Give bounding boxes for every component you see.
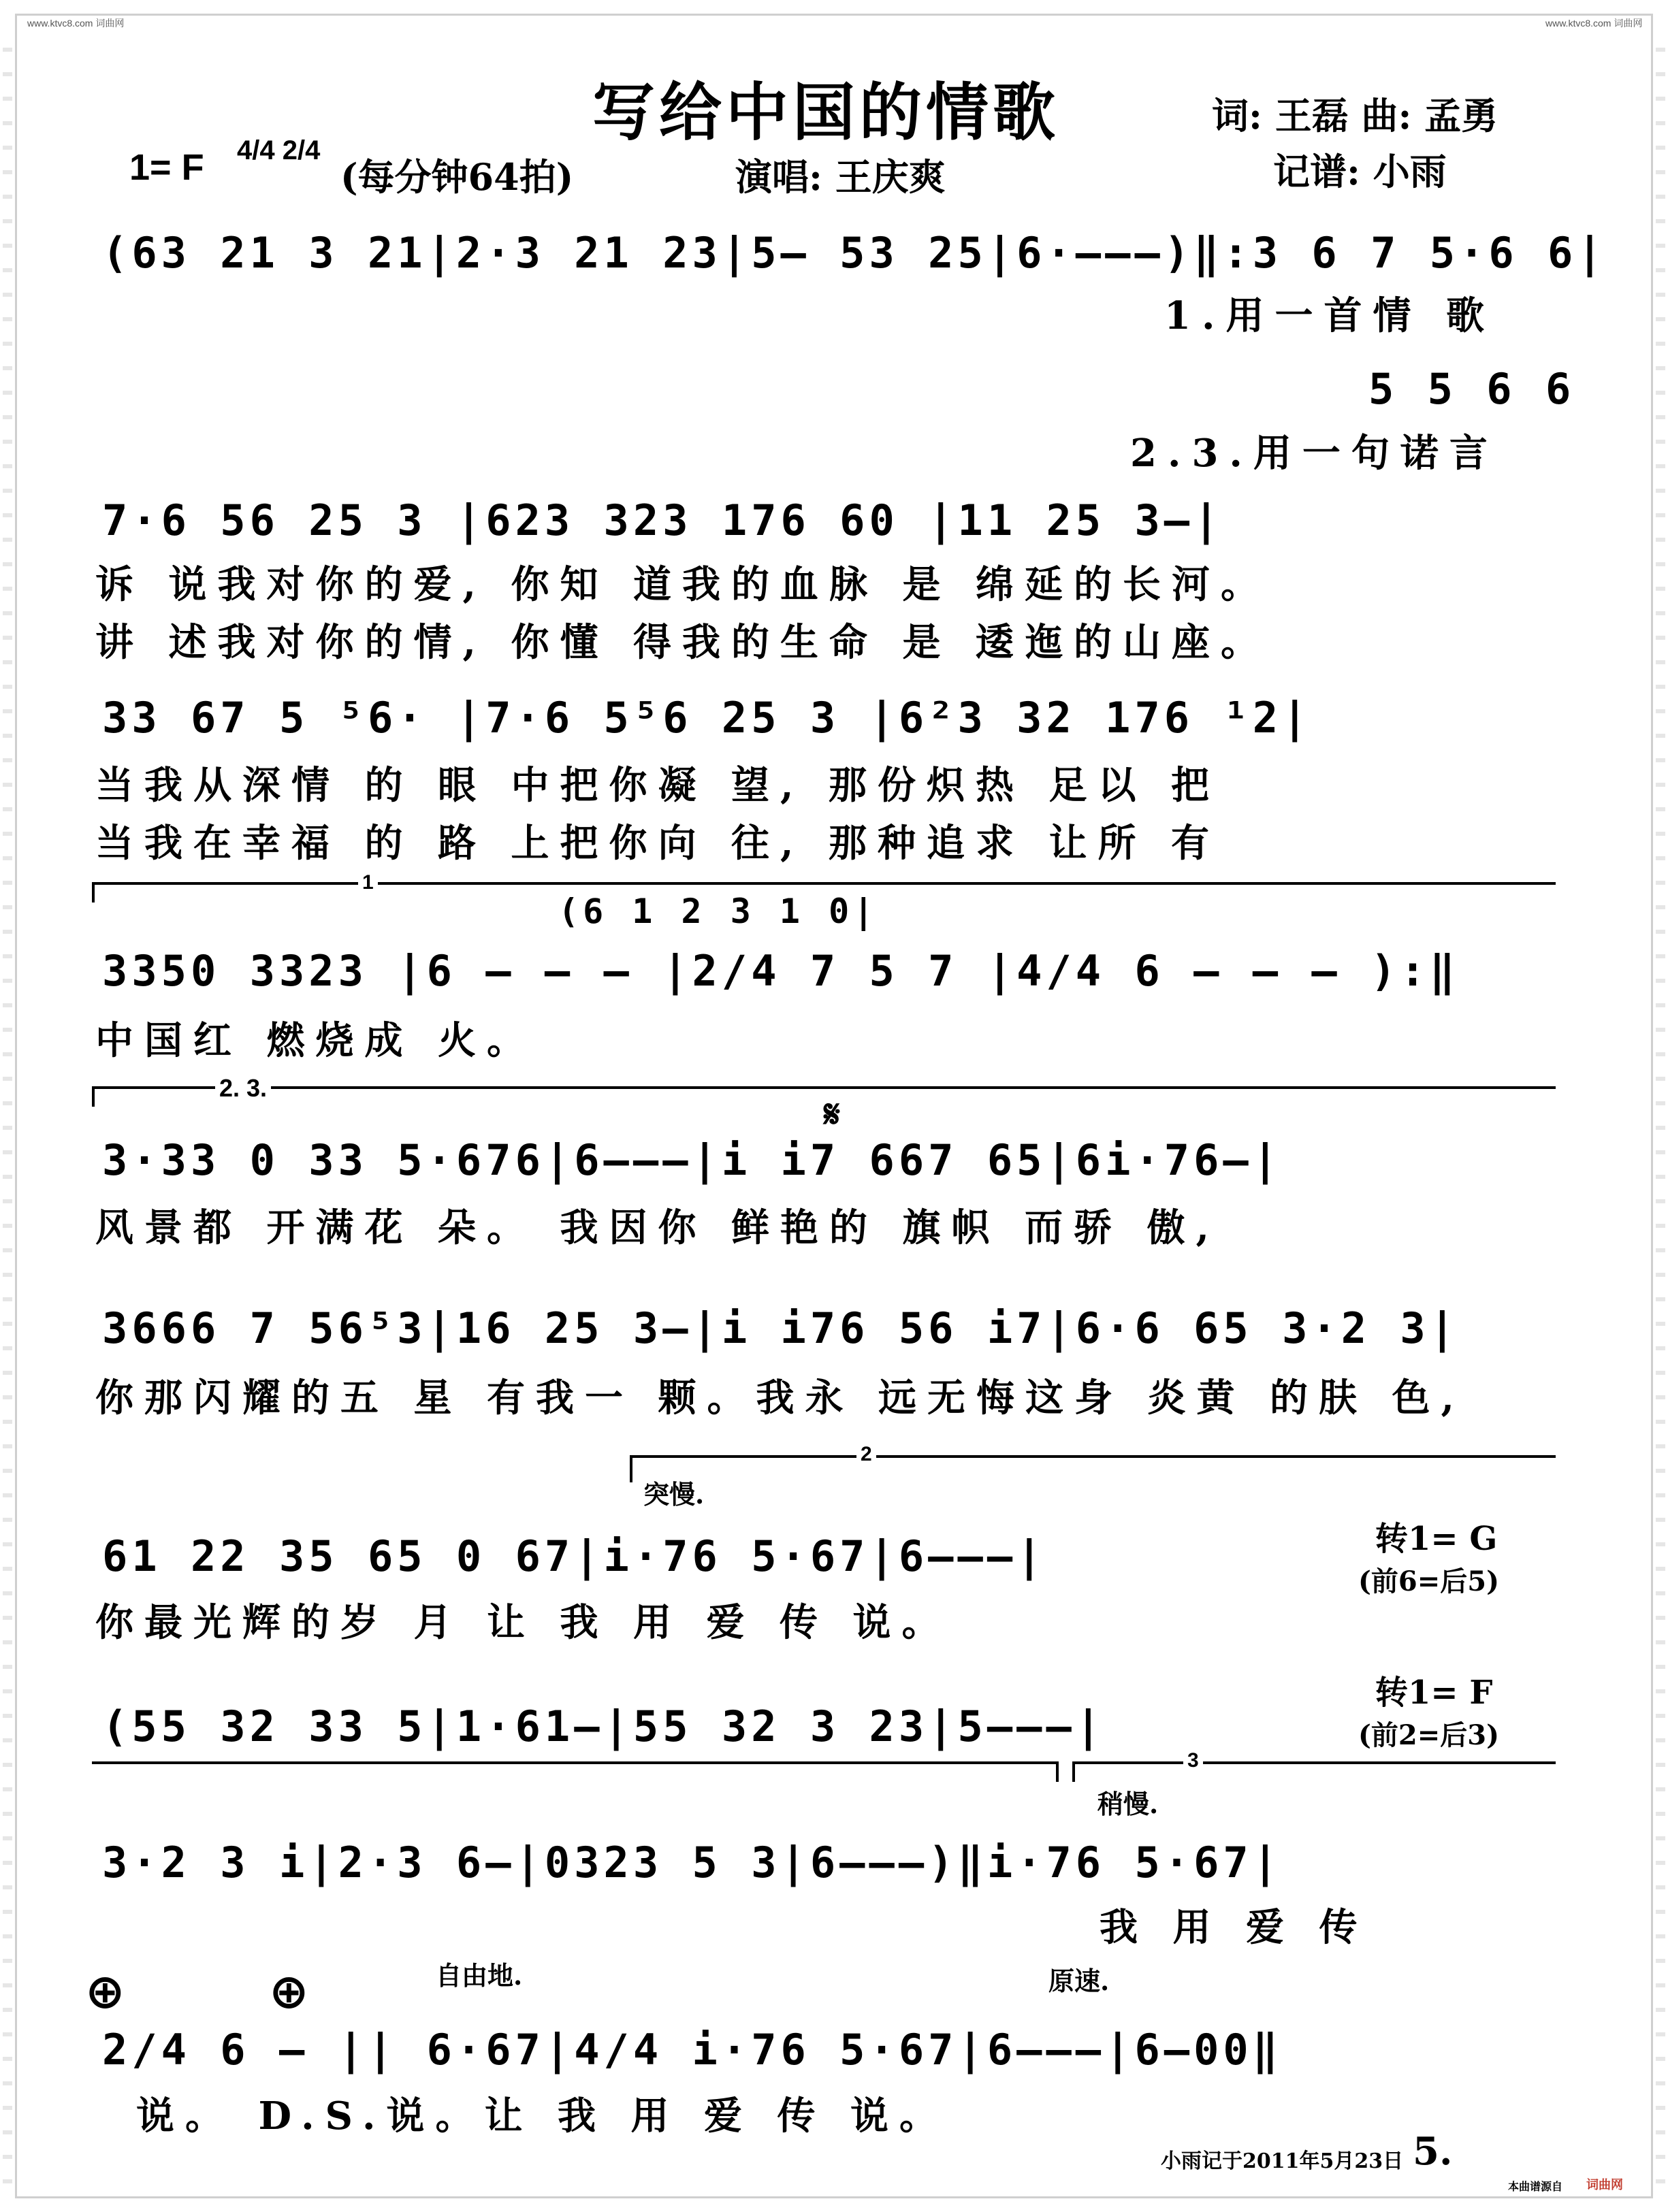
page-number: 5. <box>1413 2129 1453 2174</box>
top-left-watermark: www.ktvc8.com 词曲网 <box>27 18 125 29</box>
coda-icon-2: ⊕ <box>269 1964 309 2019</box>
volta-23-bracket <box>92 1086 1556 1089</box>
tempo-slightly-slow: 稍慢. <box>1097 1789 1159 1819</box>
coda-icon-1: ⊕ <box>85 1964 125 2019</box>
source-left: 本曲谱源自 <box>1508 2181 1563 2193</box>
music-line-9: (55 32 33 5|1·61–|55 32 3 23|5–––| <box>102 1702 1106 1751</box>
volta-3-number: 3 <box>1183 1749 1203 1772</box>
transcription-signature: 小雨记于2011年5月23日 <box>1161 2149 1404 2173</box>
tempo-original: 原速. <box>1048 1966 1110 1996</box>
source-right-logo: 词曲网 <box>1586 2178 1623 2192</box>
modulation-g-note: (前6=后5) <box>1358 1565 1500 1597</box>
volta-end-tick <box>1056 1761 1059 1782</box>
lyric-line-4b: 当我在幸福 的 路 上把你向 往, 那种追求 让所 有 <box>95 821 1220 866</box>
transcriber-credit: 记谱: 小雨 <box>1273 150 1447 193</box>
lyric-line-2: 2.3.用一句诺言 <box>1130 431 1498 476</box>
music-line-8: 61 22 35 65 0 67|i·76 5·67|6–––| <box>102 1531 1046 1581</box>
lyric-line-10: 我 用 爱 传 <box>1100 1905 1368 1950</box>
music-line-1: (63 21 3 21|2·3 21 23|5– 53 25|6·–––)‖:3 6 7 5·6 6| <box>102 228 1607 278</box>
volta-1-number: 1 <box>358 871 378 894</box>
tempo-marking: (每分钟64拍) <box>340 155 574 199</box>
lyric-line-11: 说。 D.S.说。让 我 用 爱 传 说。 <box>136 2094 948 2138</box>
volta-23-number: 2. 3. <box>215 1074 271 1103</box>
volta-2-number: 2 <box>856 1443 876 1466</box>
volta-23-tick <box>92 1086 95 1107</box>
lyric-line-1: 1.用一首情 歌 <box>1164 293 1495 338</box>
segno-icon: 𝄋 <box>824 1092 841 1137</box>
time-signature <box>237 136 320 165</box>
volta-1-tick <box>92 882 95 902</box>
tempo-free: 自由地. <box>436 1960 523 1991</box>
volta-2-tick <box>630 1455 632 1482</box>
volta-end-bracket <box>92 1761 1059 1764</box>
page-title: 写给中国的情歌 <box>592 76 1060 149</box>
music-line-4: 33 67 5 ⁵6· |7·6 5⁵6 25 3 |6²3 32 176 ¹2| <box>102 693 1312 743</box>
credit-lyrics-music: 词: 王磊 曲: 孟勇 <box>1212 94 1498 137</box>
lyric-line-3a: 诉 说我对你的爱, 你知 道我的血脉 是 绵延的长河。 <box>95 562 1270 607</box>
volta-3-bracket <box>1072 1761 1556 1764</box>
right-border-pattern <box>1656 27 1665 2192</box>
music-line-7: 3666 7 56⁵3|16 25 3–|i i76 56 i7|6·6 65 3·2 3| <box>102 1303 1460 1353</box>
music-line-2: 5 5 6 6 <box>1368 364 1575 414</box>
music-line-11: 2/4 6 – || 6·67|4/4 i·76 5·67|6–––|6–00‖ <box>102 2025 1283 2075</box>
volta-1-bracket <box>92 882 1556 885</box>
music-line-10: 3·2 3 i|2·3 6–|0323 5 3|6–––)‖i·76 5·67| <box>102 1838 1283 1887</box>
lyric-line-7: 你那闪耀的五 星 有我一 颗。我永 远无悔这身 炎黄 的肤 色, <box>95 1376 1465 1420</box>
volta-3-tick <box>1072 1761 1075 1782</box>
music-line-6: 3·33 0 33 5·676|6–––|i i7 667 65|6i·76–| <box>102 1135 1283 1185</box>
lyric-line-8: 你最光辉的岁 月 让 我 用 爱 传 说。 <box>95 1600 951 1645</box>
lyric-line-4a: 当我从深情 的 眼 中把你凝 望, 那份炽热 足以 把 <box>95 763 1220 808</box>
music-line-3: 7·6 56 25 3 |623 323 176 60 |11 25 3–| <box>102 495 1223 545</box>
modulation-f-note: (前2=后3) <box>1358 1719 1500 1751</box>
lyric-line-6: 风景都 开满花 朵。 我因你 鲜艳的 旗帜 而骄 傲, <box>95 1205 1220 1250</box>
tempo-sudden-slow: 突慢. <box>643 1479 705 1510</box>
key-signature: 1= F <box>129 147 204 188</box>
left-border-pattern <box>3 27 12 2192</box>
top-right-watermark: www.ktvc8.com 词曲网 <box>1545 18 1643 29</box>
music-line-5: 3350 3323 |6 – – – |2/4 7 5 7 |4/4 6 – – – ):‖ <box>102 946 1460 996</box>
lyric-line-3b: 讲 述我对你的情, 你懂 得我的生命 是 逶迤的山座。 <box>95 620 1270 665</box>
time-signature-text: 4/4 2/4 <box>237 135 321 165</box>
modulation-g: 转1= G <box>1375 1520 1498 1558</box>
singer-credit: 演唱: 王庆爽 <box>735 155 946 199</box>
volta-2-bracket <box>630 1455 1556 1458</box>
music-line-5-upper: (6 1 2 3 1 0| <box>558 892 878 931</box>
lyric-line-5: 中国红 燃烧成 火。 <box>95 1018 536 1063</box>
modulation-f: 转1= F <box>1375 1674 1493 1712</box>
